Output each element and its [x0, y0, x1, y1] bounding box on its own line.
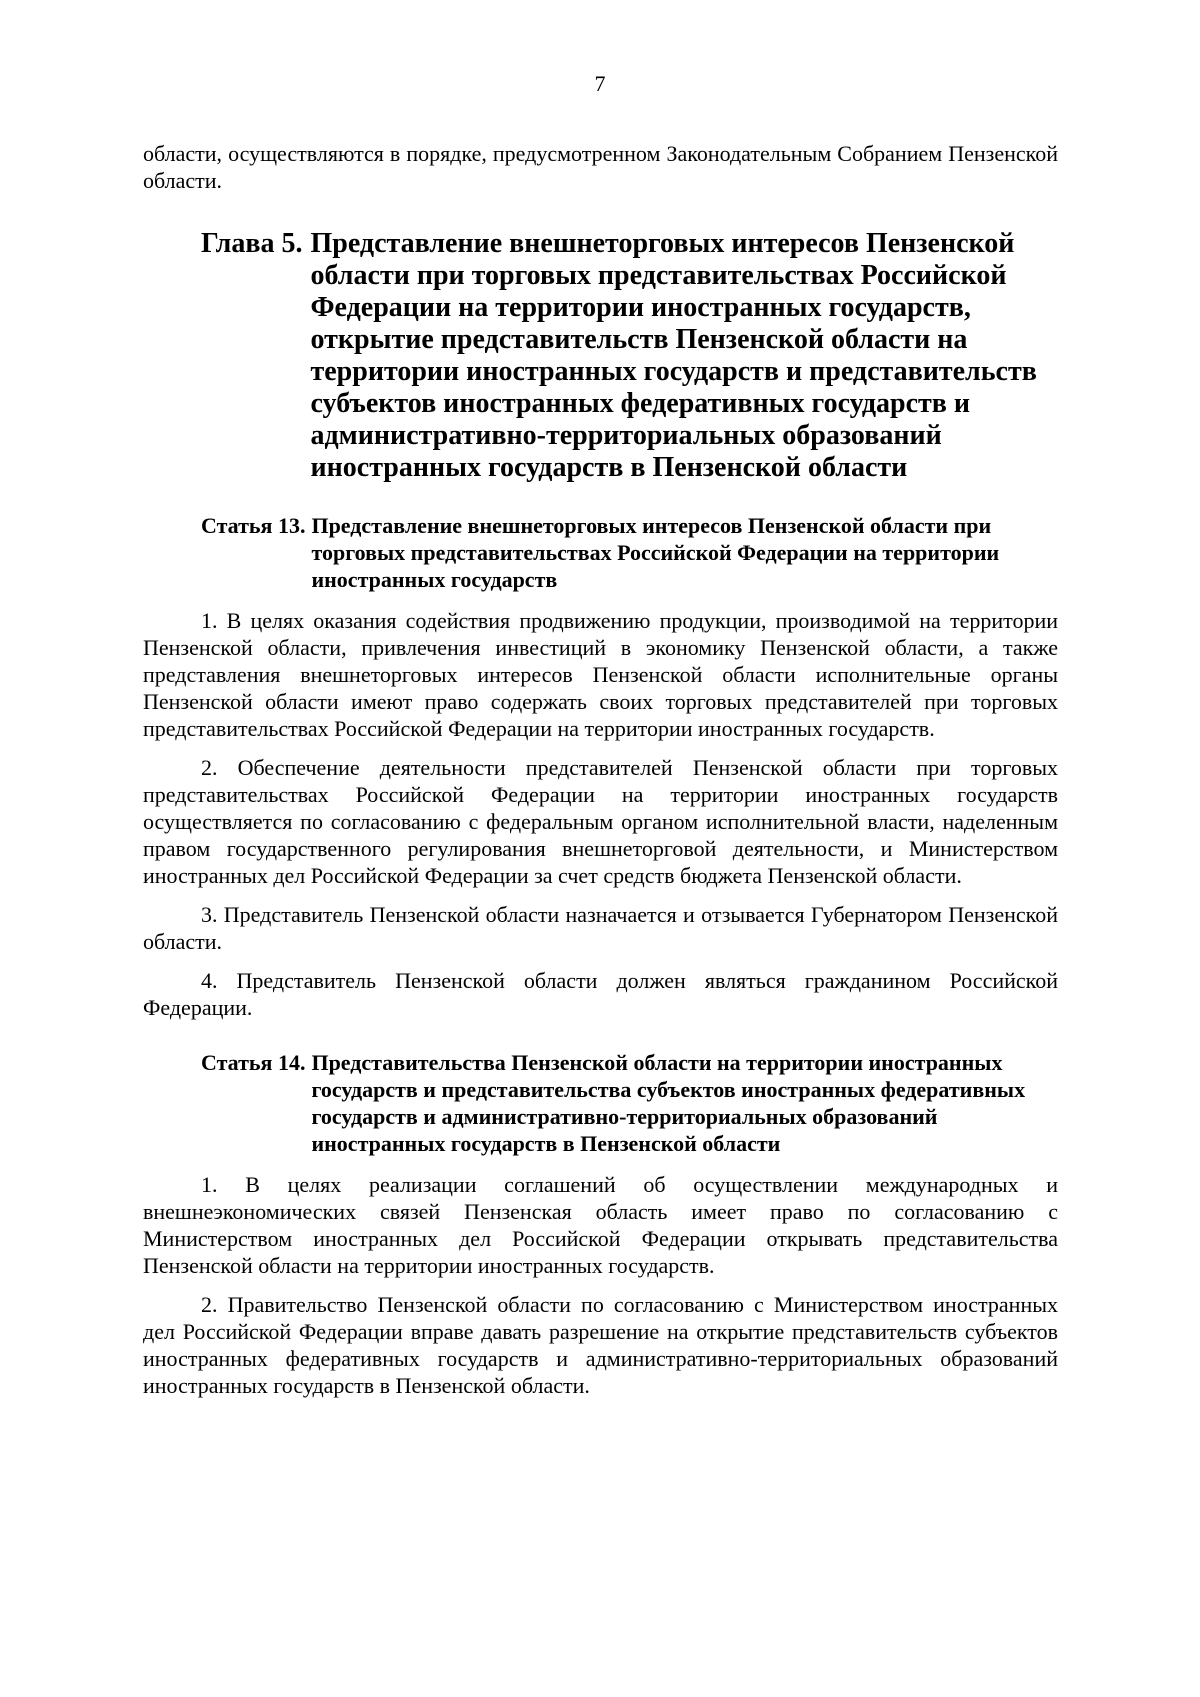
article-13-title: Представление внешнеторговых интересов Пензенской области при торговых представительствах Российской Федерации на территории иностранных государств	[311, 513, 1000, 592]
article-14-number: Статья 14.	[201, 1050, 306, 1075]
article-13-paragraph-1: 1. В целях оказания содействия продвижению продукции, производимой на территории Пензенской области, привлечения инвестиций в экономику Пензенской области, а также представления внешнеторговых интересов Пензенской области исполнительные органы Пензенской области имеют право содержать своих торговых представителей при торговых представительствах Российской Федерации на территории иностранных государств.	[143, 608, 1058, 741]
article-13-number: Статья 13.	[201, 513, 306, 538]
page-number: 7	[594, 71, 606, 96]
article-14-title: Представительства Пензенской области на территории иностранных государств и представительства субъектов иностранных федеративных государств и административно-территориальных образований иностранных государств в Пензенской области	[311, 1050, 1026, 1156]
article-13-paragraph-2: 2. Обеспечение деятельности представителей Пензенской области при торговых представительствах Российской Федерации на территории иностранных государств осуществляется по согласованию с федеральным органом исполнительной власти, наделенным правом государственного регулирования внешнеторговой деятельности, и Министерством иностранных дел Российской Федерации за счет средств бюджета Пензенской области.	[143, 755, 1058, 888]
article-13-heading	[201, 512, 1058, 593]
intro-paragraph: области, осуществляются в порядке, предусмотренном Законодательным Собранием Пензенской области.	[143, 141, 1058, 193]
article-14-paragraph-1: 1. В целях реализации соглашений об осуществлении международных и внешнеэкономических связей Пензенская область имеет право по согласованию с Министерством иностранных дел Российской Федерации открывать представительства Пензенской области на территории иностранных государств.	[143, 1172, 1058, 1278]
article-13-paragraph-3: 3. Представитель Пензенской области назначается и отзывается Губернатором Пензенской области.	[143, 902, 1058, 954]
article-13-paragraph-4: 4. Представитель Пензенской области должен являться гражданином Российской Федерации.	[143, 968, 1058, 1020]
chapter-number: Глава 5.	[201, 228, 303, 259]
chapter-heading	[201, 228, 1058, 484]
document-body	[143, 140, 1058, 1399]
chapter-title: Представление внешнеторговых интересов Пензенской области при торговых представительствах Российской Федерации на территории иностранных государств, открытие представительств Пензенской области на территории иностранных государств и представительств субъектов иностранных федеративных государств и административно-территориальных образований иностранных государств в Пензенской области	[310, 228, 1037, 483]
article-14-heading	[201, 1049, 1058, 1157]
article-14-paragraph-2: 2. Правительство Пензенской области по согласованию с Министерством иностранных дел Российской Федерации вправе давать разрешение на открытие представительств субъектов иностранных федеративных государств и административно-территориальных образований иностранных государств в Пензенской области.	[143, 1292, 1058, 1398]
